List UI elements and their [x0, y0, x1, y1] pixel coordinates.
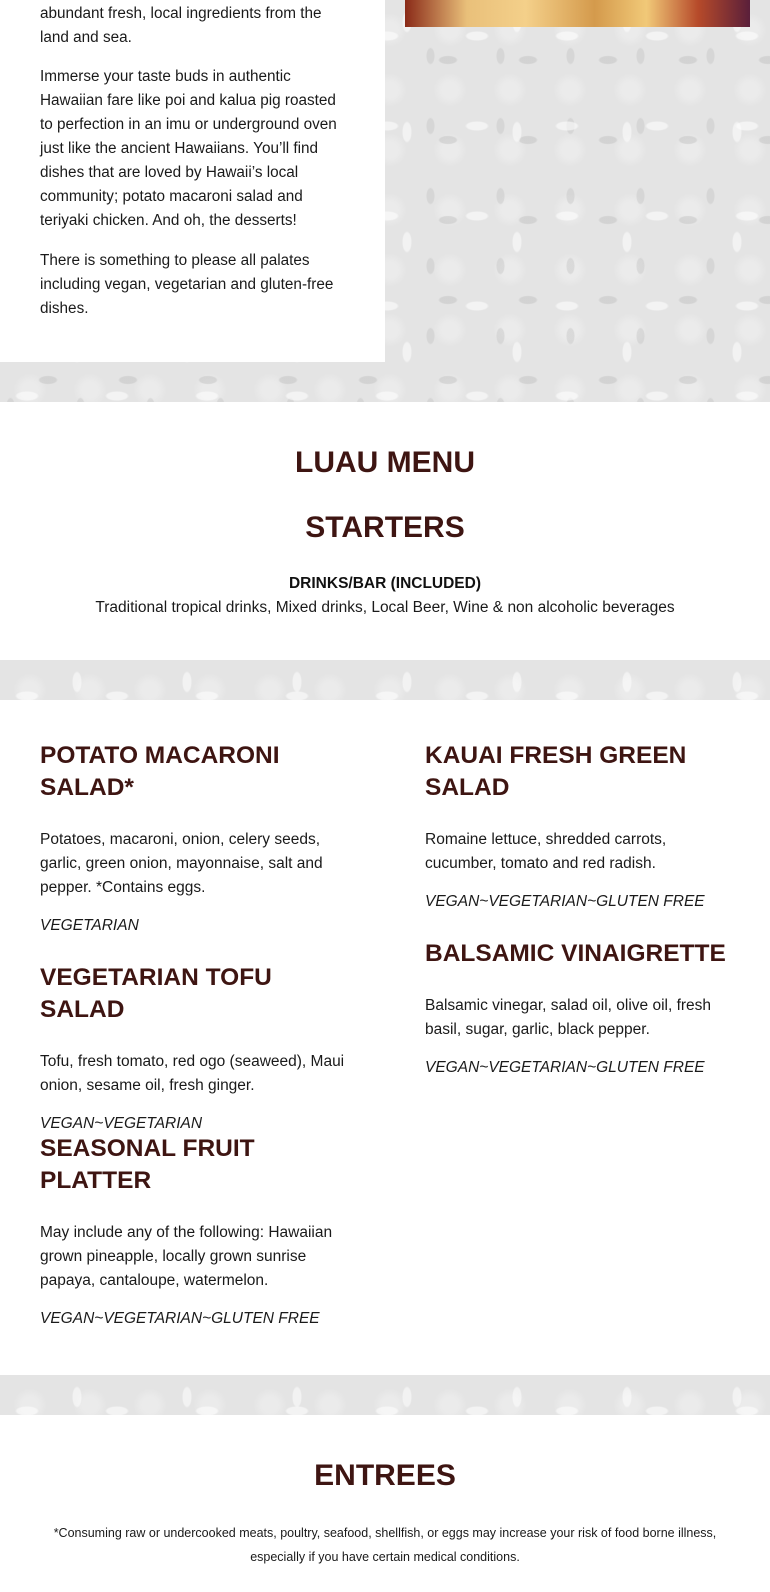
dish-description: Romaine lettuce, shredded carrots, cucumber, tomato and red radish.: [425, 831, 667, 872]
drinks-description: Traditional tropical drinks, Mixed drinks, Local Beer, Wine & non alcoholic beverages: [95, 599, 675, 616]
dish-diet-tags: VEGAN~VEGETARIAN: [40, 1115, 203, 1132]
dish-description: Tofu, fresh tomato, red ogo (seaweed), Maui onion, sesame oil, fresh ginger.: [40, 1053, 345, 1094]
decorative-divider: [0, 660, 770, 700]
intro-section: [0, 0, 770, 402]
food-safety-note: *Consuming raw or undercooked meats, poultry, seafood, shellfish, or eggs may increase your risk of food borne illness, especially if you have certain medical conditions.: [53, 1526, 717, 1564]
menu-header-section: [0, 402, 770, 660]
starters-dishes-section: [0, 700, 770, 1375]
intro-paragraph-3: There is something to please all palates including vegan, vegetarian and gluten-free dishes.: [40, 252, 334, 317]
dish-item: [40, 740, 350, 938]
intro-paragraph-2: Immerse your taste buds in authentic Hawaiian fare like poi and kalua pig roasted to perfection in an imu or underground oven just like the ancient Hawaiians. You’ll find dishes that are loved by Hawaii’s local community; potato macaroni salad and teriyaki chicken. And oh, the desserts!: [40, 68, 337, 229]
menu-title: LUAU MENU: [295, 446, 475, 479]
food-photo: [405, 0, 750, 27]
dish-name: BALSAMIC VINAIGRETTE: [425, 940, 726, 967]
intro-paragraph-1: abundant fresh, local ingredients from the land and sea.: [40, 5, 322, 46]
intro-card: [0, 0, 385, 362]
dish-name: POTATO MACARONI SALAD*: [40, 742, 280, 801]
drinks-title: DRINKS/BAR (INCLUDED): [288, 575, 482, 592]
dish-description: Potatoes, macaroni, onion, celery seeds, garlic, green onion, mayonnaise, salt and pepper. *Contains eggs.: [40, 831, 323, 896]
dish-name: KAUAI FRESH GREEN SALAD: [425, 742, 687, 801]
dish-item: [40, 962, 350, 1136]
dish-description: Balsamic vinegar, salad oil, olive oil, fresh basil, sugar, garlic, black pepper.: [425, 997, 712, 1038]
entrees-section: [0, 1415, 770, 1592]
dish-diet-tags: VEGAN~VEGETARIAN~GLUTEN FREE: [425, 893, 705, 910]
decorative-divider: [0, 1375, 770, 1415]
dish-item: [425, 740, 735, 914]
starters-title: STARTERS: [305, 511, 465, 544]
dish-diet-tags: VEGETARIAN: [40, 917, 139, 934]
dish-diet-tags: VEGAN~VEGETARIAN~GLUTEN FREE: [40, 1310, 320, 1327]
dish-item: [425, 938, 735, 1080]
dish-name: VEGETARIAN TOFU SALAD: [40, 964, 272, 1023]
entrees-title: ENTREES: [314, 1459, 456, 1492]
dish-description: May include any of the following: Hawaiian grown pineapple, locally grown sunrise papaya, cantaloupe, watermelon.: [40, 1224, 333, 1289]
dish-diet-tags: VEGAN~VEGETARIAN~GLUTEN FREE: [425, 1059, 705, 1076]
dish-name: SEASONAL FRUIT PLATTER: [40, 1135, 255, 1194]
dish-item: [40, 1133, 350, 1331]
